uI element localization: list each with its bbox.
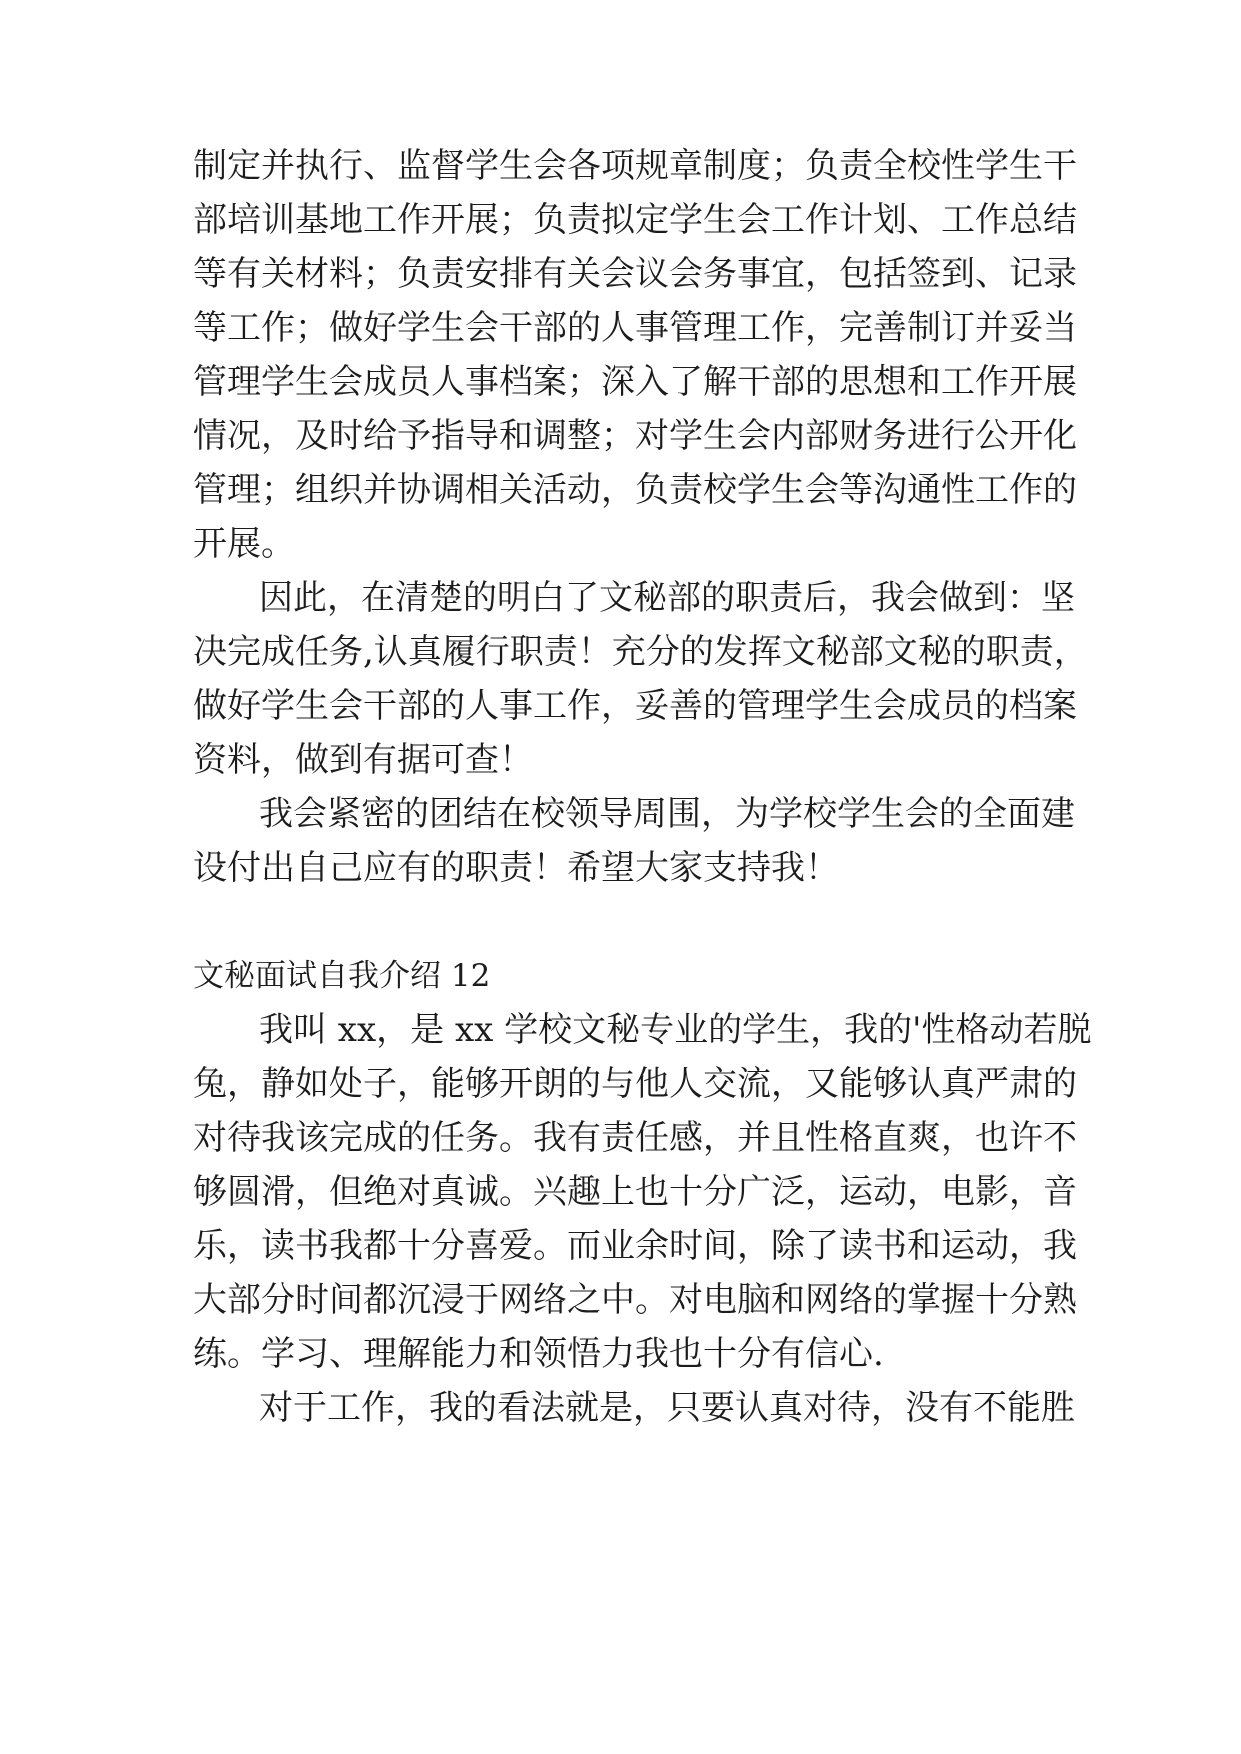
paragraph-4-line-4: 够圆滑，但绝对真诚。兴趣上也十分广泛，运动，电影，音 (193, 1172, 1077, 1212)
paragraph-1-line-8: 开展。 (193, 524, 295, 564)
paragraph-1-line-1: 制定并执行、监督学生会各项规章制度；负责全校性学生干 (193, 146, 1077, 186)
paragraph-2-line-3: 做好学生会干部的人事工作，妥善的管理学生会成员的档案 (193, 686, 1077, 726)
paragraph-1-line-7: 管理；组织并协调相关活动，负责校学生会等沟通性工作的 (193, 470, 1077, 510)
section-heading: 文秘面试自我介绍 12 (193, 958, 491, 994)
paragraph-4-line-6: 大部分时间都沉浸于网络之中。对电脑和网络的掌握十分熟 (193, 1280, 1077, 1320)
paragraph-4-line-1: 我叫 xx，是 xx 学校文秘专业的学生，我的'性格动若脱 (259, 1010, 1092, 1050)
paragraph-1-line-4: 等工作；做好学生会干部的人事管理工作，完善制订并妥当 (193, 308, 1077, 348)
paragraph-1-line-3: 等有关材料；负责安排有关会议会务事宜，包括签到、记录 (193, 254, 1077, 294)
paragraph-1-line-5: 管理学生会成员人事档案；深入了解干部的思想和工作开展 (193, 362, 1077, 402)
paragraph-4-line-2: 兔，静如处子，能够开朗的与他人交流，又能够认真严肃的 (193, 1064, 1077, 1104)
paragraph-2-line-4: 资料，做到有据可查！ (193, 740, 533, 780)
paragraph-4-line-3: 对待我该完成的任务。我有责任感，并且性格直爽，也许不 (193, 1118, 1077, 1158)
paragraph-5-line-1: 对于工作，我的看法就是，只要认真对待，没有不能胜 (259, 1388, 1075, 1428)
paragraph-2-line-1: 因此，在清楚的明白了文秘部的职责后，我会做到：坚 (259, 578, 1075, 618)
paragraph-1-line-2: 部培训基地工作开展；负责拟定学生会工作计划、工作总结 (193, 200, 1077, 240)
paragraph-1-line-6: 情况，及时给予指导和调整；对学生会内部财务进行公开化 (193, 416, 1077, 456)
paragraph-3-line-2: 设付出自己应有的职责！希望大家支持我！ (193, 848, 839, 888)
paragraph-4-line-5: 乐，读书我都十分喜爱。而业余时间，除了读书和运动，我 (193, 1226, 1077, 1266)
paragraph-2-line-2: 决完成任务,认真履行职责！充分的发挥文秘部文秘的职责， (193, 632, 1088, 672)
paragraph-3-line-1: 我会紧密的团结在校领导周围，为学校学生会的全面建 (259, 794, 1075, 834)
paragraph-4-line-7: 练。学习、理解能力和领悟力我也十分有信心. (193, 1334, 884, 1374)
